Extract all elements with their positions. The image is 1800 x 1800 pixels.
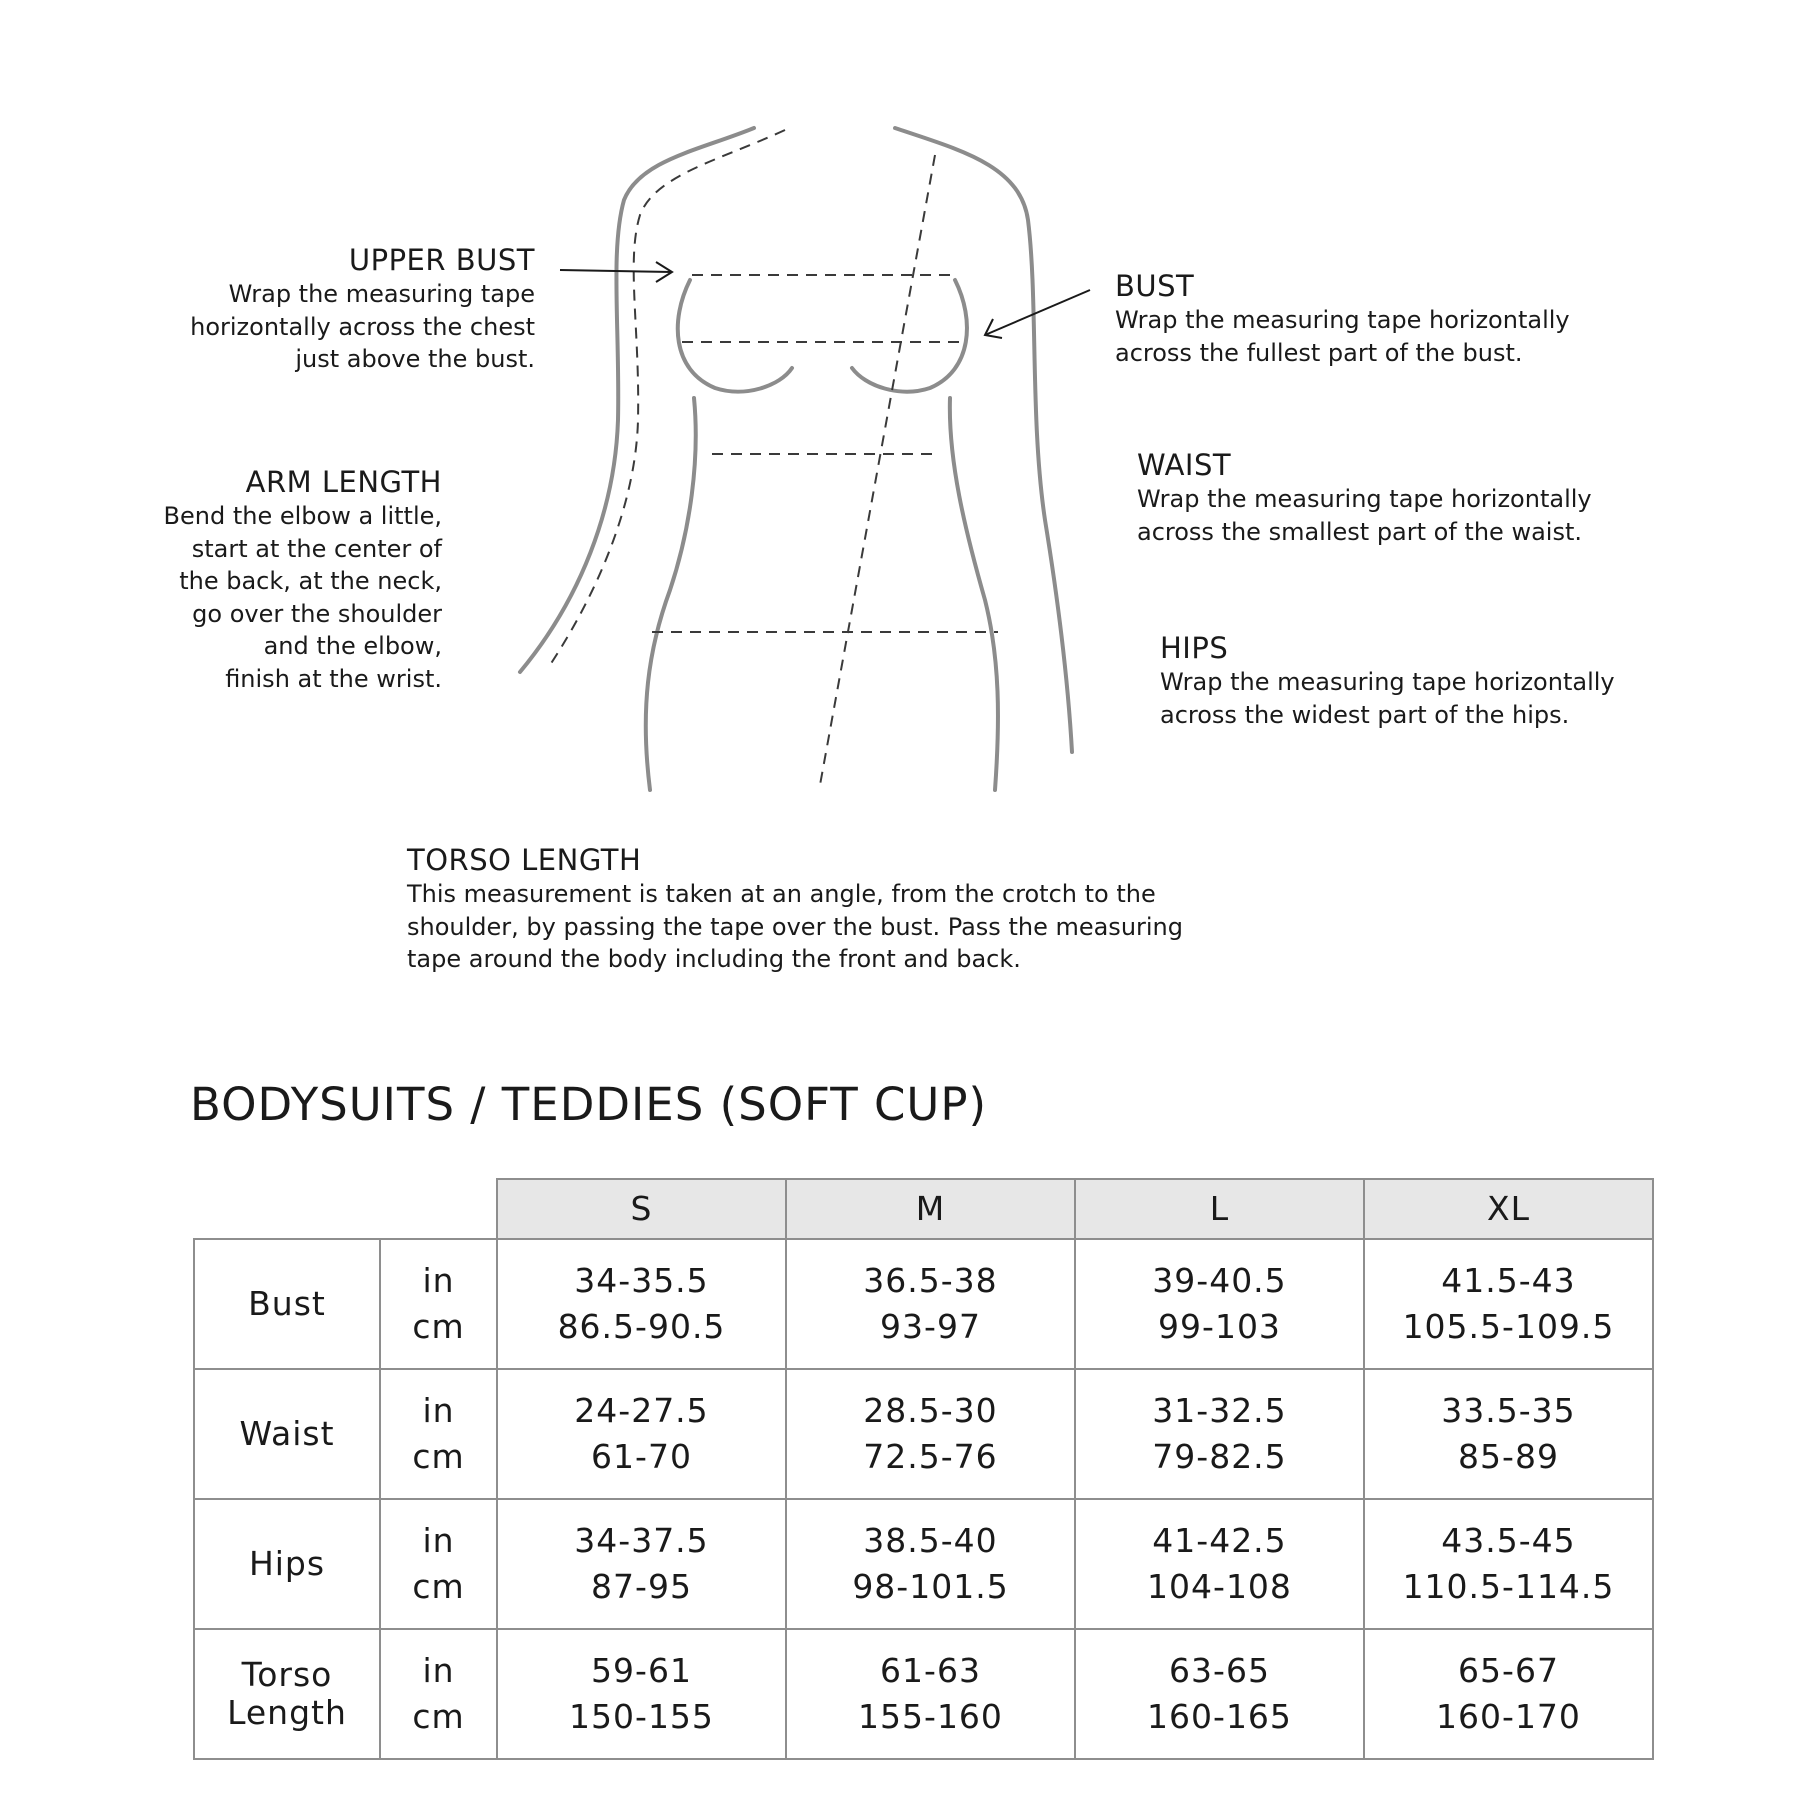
- size-header-row: [194, 1179, 1653, 1239]
- row-name: Waist: [239, 1414, 335, 1453]
- value-in: 34-37.5: [574, 1521, 709, 1560]
- size-chart-title: BODYSUITS / TEDDIES (SOFT CUP): [190, 1078, 988, 1131]
- value-cell: [1075, 1369, 1364, 1499]
- size-header-s: S: [497, 1179, 786, 1239]
- value-in: 38.5-40: [863, 1521, 998, 1560]
- value-cm: 160-170: [1436, 1697, 1581, 1736]
- value-cell: [497, 1239, 786, 1369]
- row-name: Torso: [241, 1655, 333, 1694]
- upper-bust-desc-line: just above the bust.: [295, 345, 535, 373]
- header-blank-cell: [380, 1179, 497, 1239]
- unit-cell: [380, 1629, 497, 1759]
- value-cm: 110.5-114.5: [1402, 1567, 1615, 1606]
- right-torso-outline: [950, 398, 998, 790]
- row-name: Bust: [248, 1284, 326, 1323]
- arm-length-title: ARM LENGTH: [245, 465, 442, 499]
- unit-in: in: [422, 1261, 455, 1300]
- right-breast-outline: [852, 280, 967, 392]
- torso-length-line: [820, 155, 935, 785]
- value-in: 28.5-30: [863, 1391, 998, 1430]
- torso-length-desc-line: This measurement is taken at an angle, from the crotch to the: [407, 880, 1156, 908]
- upper-bust-label: [95, 242, 535, 376]
- table-row-bust: [194, 1239, 1653, 1369]
- value-cell: [1075, 1499, 1364, 1629]
- row-name: Length: [227, 1693, 347, 1732]
- size-header-m: M: [786, 1179, 1075, 1239]
- value-cm: 87-95: [591, 1567, 692, 1606]
- value-cm: 104-108: [1147, 1567, 1292, 1606]
- value-cell: [497, 1499, 786, 1629]
- right-arm-outline: [895, 128, 1072, 752]
- value-cm: 93-97: [880, 1307, 981, 1346]
- waist-label: [1137, 447, 1737, 548]
- value-in: 41-42.5: [1152, 1521, 1287, 1560]
- table-row-waist: [194, 1369, 1653, 1499]
- value-cm: 155-160: [858, 1697, 1003, 1736]
- value-in: 39-40.5: [1152, 1261, 1287, 1300]
- value-cell: [497, 1369, 786, 1499]
- value-cell: [786, 1239, 1075, 1369]
- value-in: 59-61: [591, 1651, 692, 1690]
- value-in: 36.5-38: [863, 1261, 998, 1300]
- arm-length-desc-line: and the elbow,: [263, 632, 442, 660]
- bust-label: [1115, 268, 1715, 369]
- value-cm: 98-101.5: [852, 1567, 1009, 1606]
- torso-length-desc-line: shoulder, by passing the tape over the bust. Pass the measuring: [407, 912, 1184, 941]
- waist-desc-line: across the smallest part of the waist.: [1137, 517, 1582, 546]
- upper-bust-desc-line: horizontally across the chest: [190, 312, 535, 341]
- bust-desc-line: across the fullest part of the bust.: [1115, 338, 1523, 367]
- hips-desc-line: across the widest part of the hips.: [1160, 700, 1570, 729]
- value-cm: 150-155: [569, 1697, 714, 1736]
- value-in: 61-63: [880, 1651, 981, 1690]
- value-in: 24-27.5: [574, 1391, 709, 1430]
- value-cell: [786, 1369, 1075, 1499]
- arm-length-line: [548, 130, 785, 668]
- unit-cm: cm: [412, 1437, 465, 1476]
- value-cm: 72.5-76: [863, 1437, 998, 1476]
- row-name-cell: [194, 1629, 380, 1759]
- torso-length-title: TORSO LENGTH: [407, 843, 642, 877]
- torso-length-label: [407, 842, 1307, 976]
- waist-title: WAIST: [1137, 448, 1232, 482]
- left-torso-outline: [646, 398, 696, 790]
- arm-length-desc-line: the back, at the neck,: [179, 567, 442, 595]
- waist-desc-line: Wrap the measuring tape horizontally: [1137, 485, 1592, 513]
- row-name-cell: [194, 1239, 380, 1369]
- arm-length-desc-line: start at the center of: [191, 534, 442, 563]
- hips-desc-line: Wrap the measuring tape horizontally: [1160, 668, 1615, 696]
- torso-length-desc-line: tape around the body including the front and back.: [407, 945, 1021, 973]
- value-cm: 99-103: [1158, 1307, 1281, 1346]
- bust-desc-line: Wrap the measuring tape horizontally: [1115, 306, 1570, 334]
- size-chart-table: [193, 1178, 1654, 1760]
- value-in: 63-65: [1169, 1651, 1270, 1690]
- value-in: 33.5-35: [1441, 1391, 1576, 1430]
- unit-cm: cm: [412, 1307, 465, 1346]
- unit-cell: [380, 1239, 497, 1369]
- arm-length-desc-line: go over the shoulder: [192, 599, 442, 628]
- value-cm: 79-82.5: [1152, 1437, 1287, 1476]
- unit-cm: cm: [412, 1567, 465, 1606]
- unit-cell: [380, 1499, 497, 1629]
- unit-cell: [380, 1369, 497, 1499]
- value-in: 41.5-43: [1441, 1261, 1576, 1300]
- value-in: 34-35.5: [574, 1261, 709, 1300]
- value-cell: [1075, 1629, 1364, 1759]
- table-row-torso-length: [194, 1629, 1653, 1759]
- value-cm: 85-89: [1458, 1437, 1559, 1476]
- value-cm: 61-70: [591, 1437, 692, 1476]
- arm-length-desc-line: Bend the elbow a little,: [163, 502, 442, 530]
- row-name-cell: [194, 1499, 380, 1629]
- value-cm: 86.5-90.5: [557, 1307, 726, 1346]
- value-cell: [497, 1629, 786, 1759]
- unit-in: in: [422, 1521, 455, 1560]
- upper-bust-arrow: [560, 270, 672, 272]
- value-cell: [1364, 1629, 1653, 1759]
- bust-title: BUST: [1115, 269, 1195, 303]
- value-in: 31-32.5: [1152, 1391, 1287, 1430]
- upper-bust-title: UPPER BUST: [348, 243, 535, 277]
- value-cell: [1364, 1369, 1653, 1499]
- value-cell: [1364, 1499, 1653, 1629]
- left-arm-outline: [520, 128, 754, 672]
- size-header-xl: XL: [1364, 1179, 1653, 1239]
- upper-bust-desc-line: Wrap the measuring tape: [228, 280, 535, 308]
- value-cell: [786, 1499, 1075, 1629]
- hips-title: HIPS: [1160, 631, 1229, 665]
- value-cell: [1364, 1239, 1653, 1369]
- row-name: Hips: [248, 1544, 326, 1583]
- unit-cm: cm: [412, 1697, 465, 1736]
- size-header-l: L: [1075, 1179, 1364, 1239]
- table-row-hips: [194, 1499, 1653, 1629]
- value-in: 43.5-45: [1441, 1521, 1576, 1560]
- arm-length-desc-line: finish at the wrist.: [225, 664, 442, 693]
- value-in: 65-67: [1458, 1651, 1559, 1690]
- hips-label: [1160, 630, 1760, 731]
- header-blank-cell: [194, 1179, 380, 1239]
- arm-length-label: [82, 464, 442, 695]
- value-cell: [786, 1629, 1075, 1759]
- value-cm: 105.5-109.5: [1402, 1307, 1615, 1346]
- bust-arrow: [985, 290, 1090, 335]
- unit-in: in: [422, 1651, 455, 1690]
- left-breast-outline: [678, 280, 792, 392]
- value-cell: [1075, 1239, 1364, 1369]
- row-name-cell: [194, 1369, 380, 1499]
- unit-in: in: [422, 1391, 455, 1430]
- value-cm: 160-165: [1147, 1697, 1292, 1736]
